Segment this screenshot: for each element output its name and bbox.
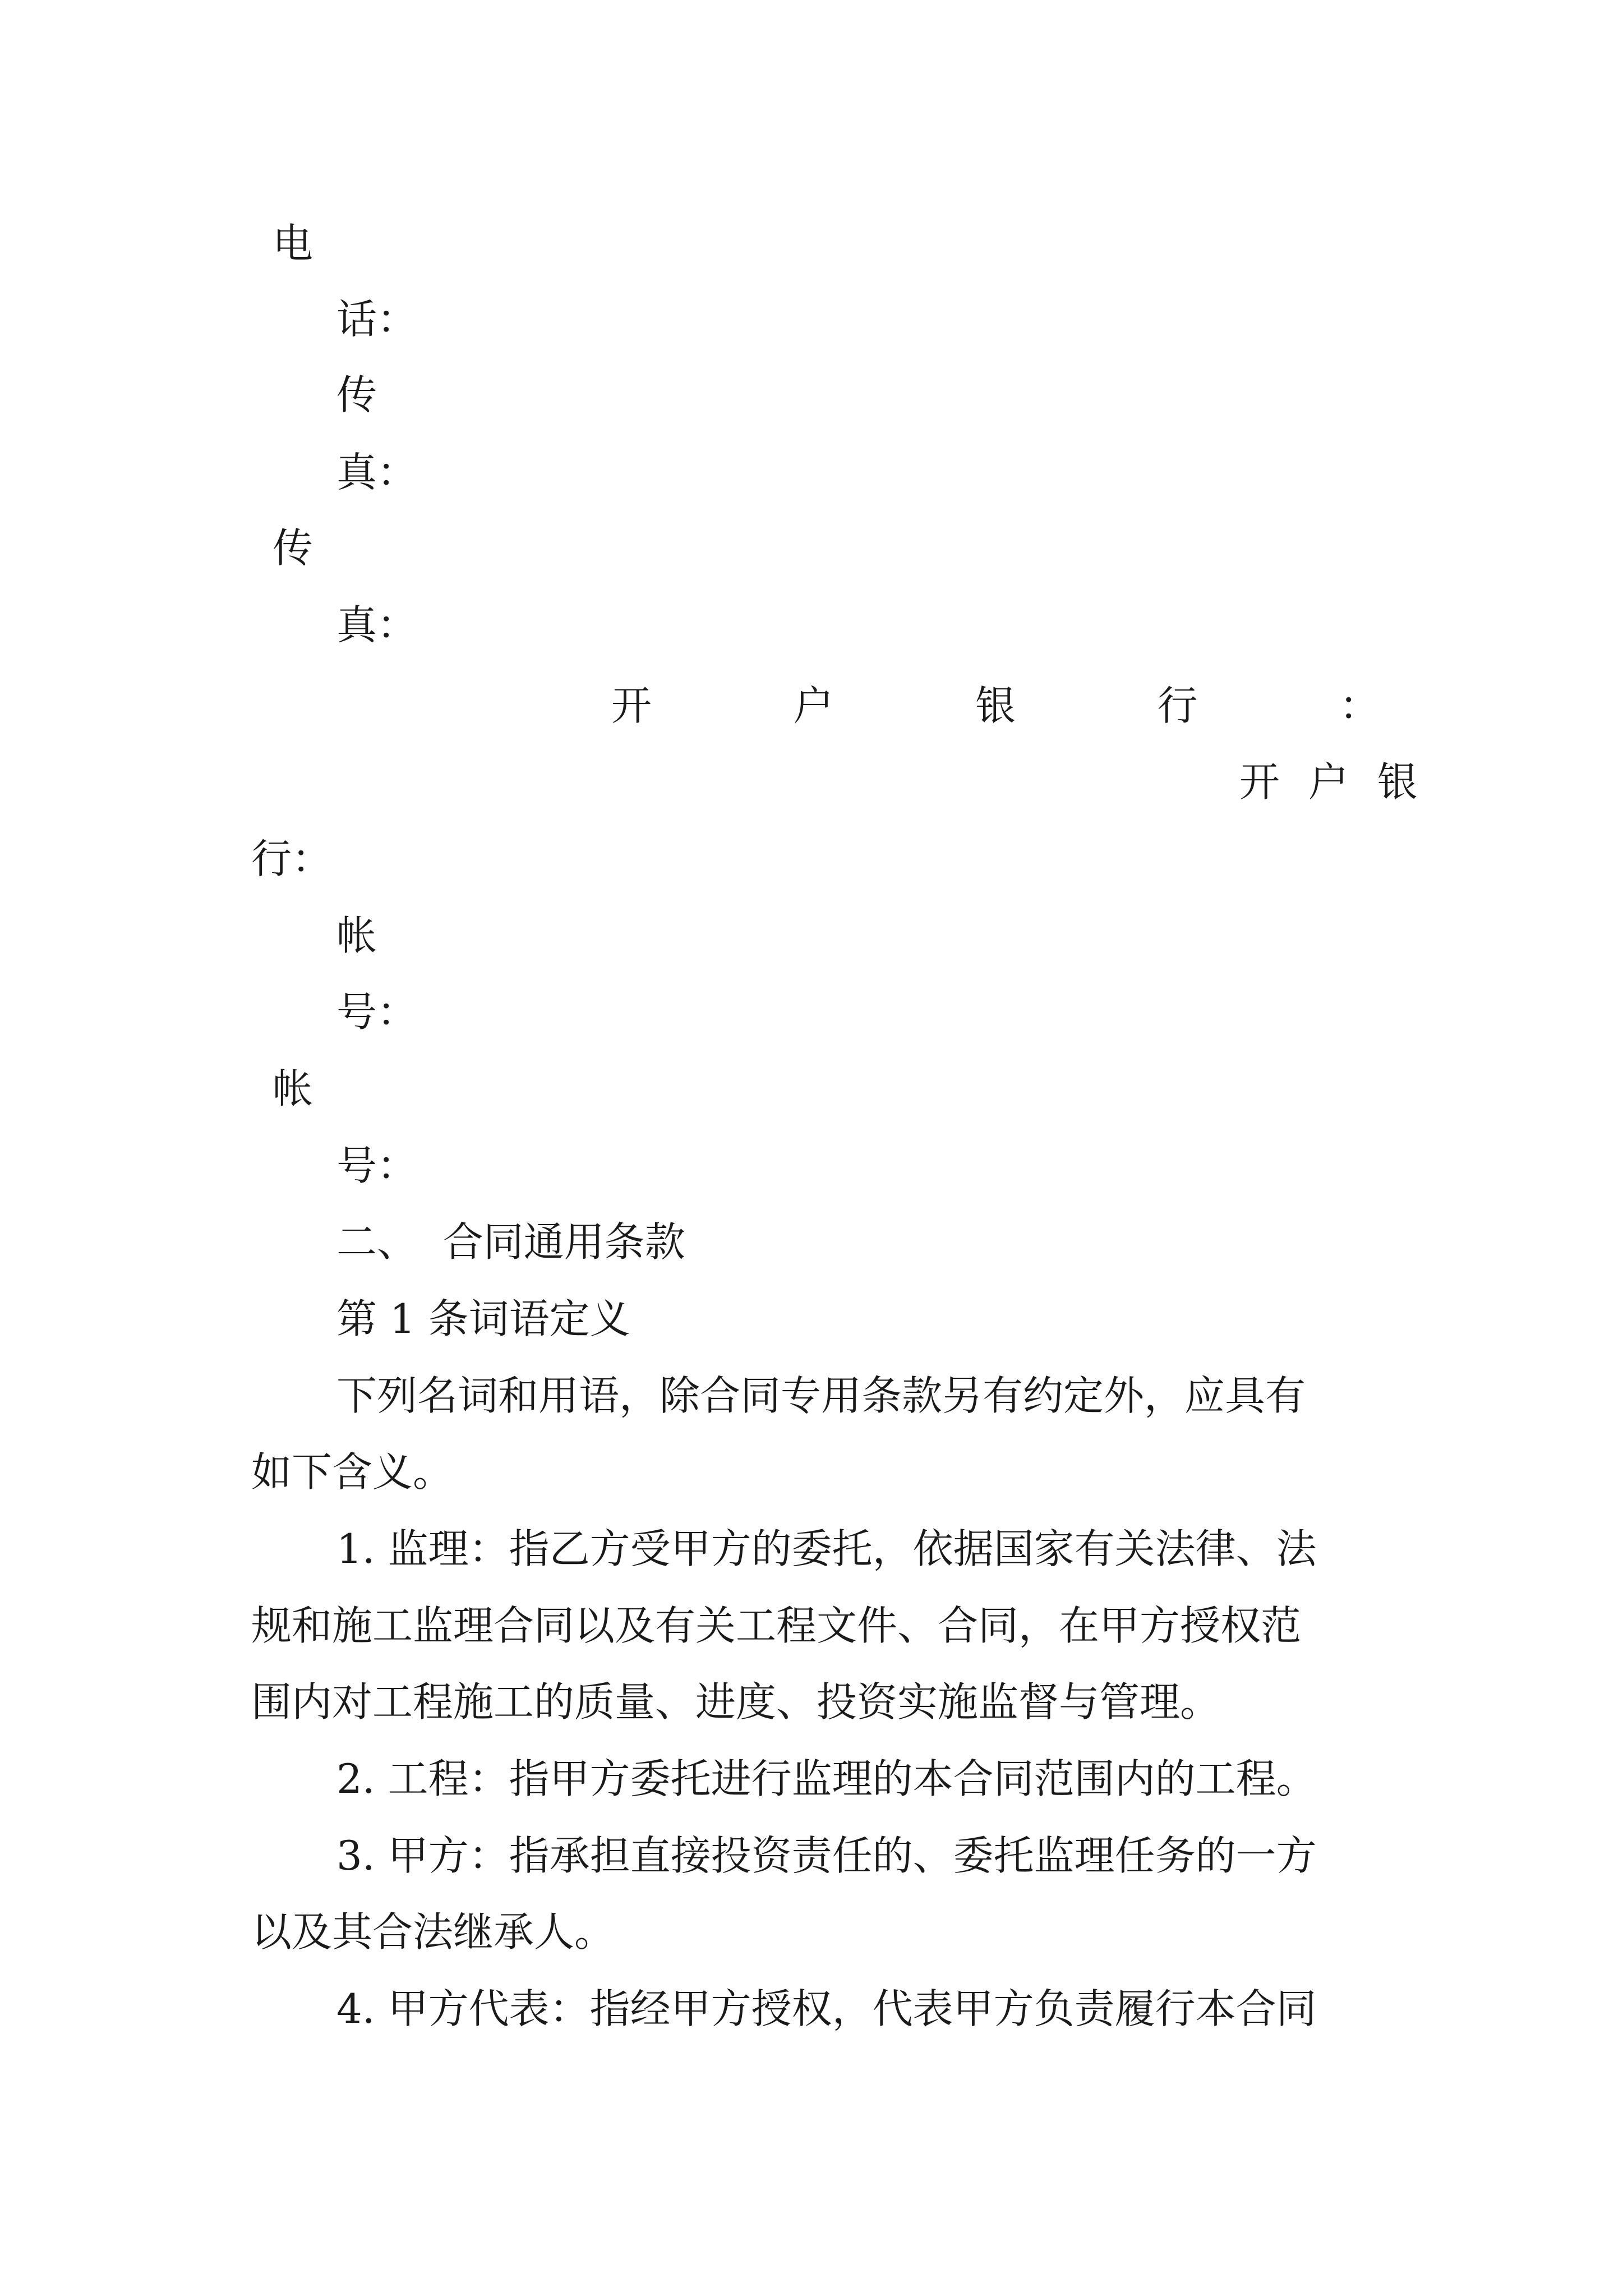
bank-char-2: 户 xyxy=(793,682,834,729)
paragraph-line: 规和施工监理合同以及有关工程文件、合同，在甲方授权范 xyxy=(251,1602,1302,1649)
section-heading: 二、 合同通用条款 xyxy=(336,1218,685,1266)
bank-char-1: 开 xyxy=(611,682,652,729)
line-bank-spread xyxy=(611,682,1380,730)
paragraph-line: 下列名词和用语，除合同专用条款另有约定外，应具有 xyxy=(336,1372,1306,1419)
paragraph-line: 4. 甲方代表：指经甲方授权，代表甲方负责履行本合同 xyxy=(336,1985,1317,2032)
line-phone-1: 电 xyxy=(273,220,313,267)
line-fax-3: 传 xyxy=(273,524,313,572)
paragraph-line: 以及其合法继承人。 xyxy=(251,1908,615,1955)
paragraph-line: 3. 甲方：指承担直接投资责任的、委托监理任务的一方 xyxy=(336,1832,1317,1879)
line-account-2: 号： xyxy=(336,988,418,1036)
article-heading: 第 1 条词语定义 xyxy=(336,1295,630,1342)
line-phone-2: 话： xyxy=(336,296,418,343)
line-account-3: 帐 xyxy=(273,1065,313,1112)
bank-char-3: 银 xyxy=(975,682,1016,729)
bank-char-5: ： xyxy=(1339,682,1380,729)
line-fax-2: 真： xyxy=(336,449,418,496)
paragraph-line: 1. 监理：指乙方受甲方的委托，依据国家有关法律、法 xyxy=(336,1525,1317,1572)
paragraph-line: 2. 工程：指甲方委托进行监理的本合同范围内的工程。 xyxy=(336,1755,1317,1802)
line-fax-1: 传 xyxy=(336,371,377,418)
line-account-1: 帐 xyxy=(336,912,377,959)
line-bank-2: 开 户 银 xyxy=(1239,758,1426,806)
bank-char-4: 行 xyxy=(1157,682,1198,729)
paragraph-line: 如下含义。 xyxy=(251,1448,454,1496)
line-account-4: 号： xyxy=(336,1142,418,1189)
line-fax-4: 真： xyxy=(336,601,418,648)
line-bank-3: 行： xyxy=(251,835,333,882)
paragraph-line: 围内对工程施工的质量、进度、投资实施监督与管理。 xyxy=(251,1678,1221,1726)
